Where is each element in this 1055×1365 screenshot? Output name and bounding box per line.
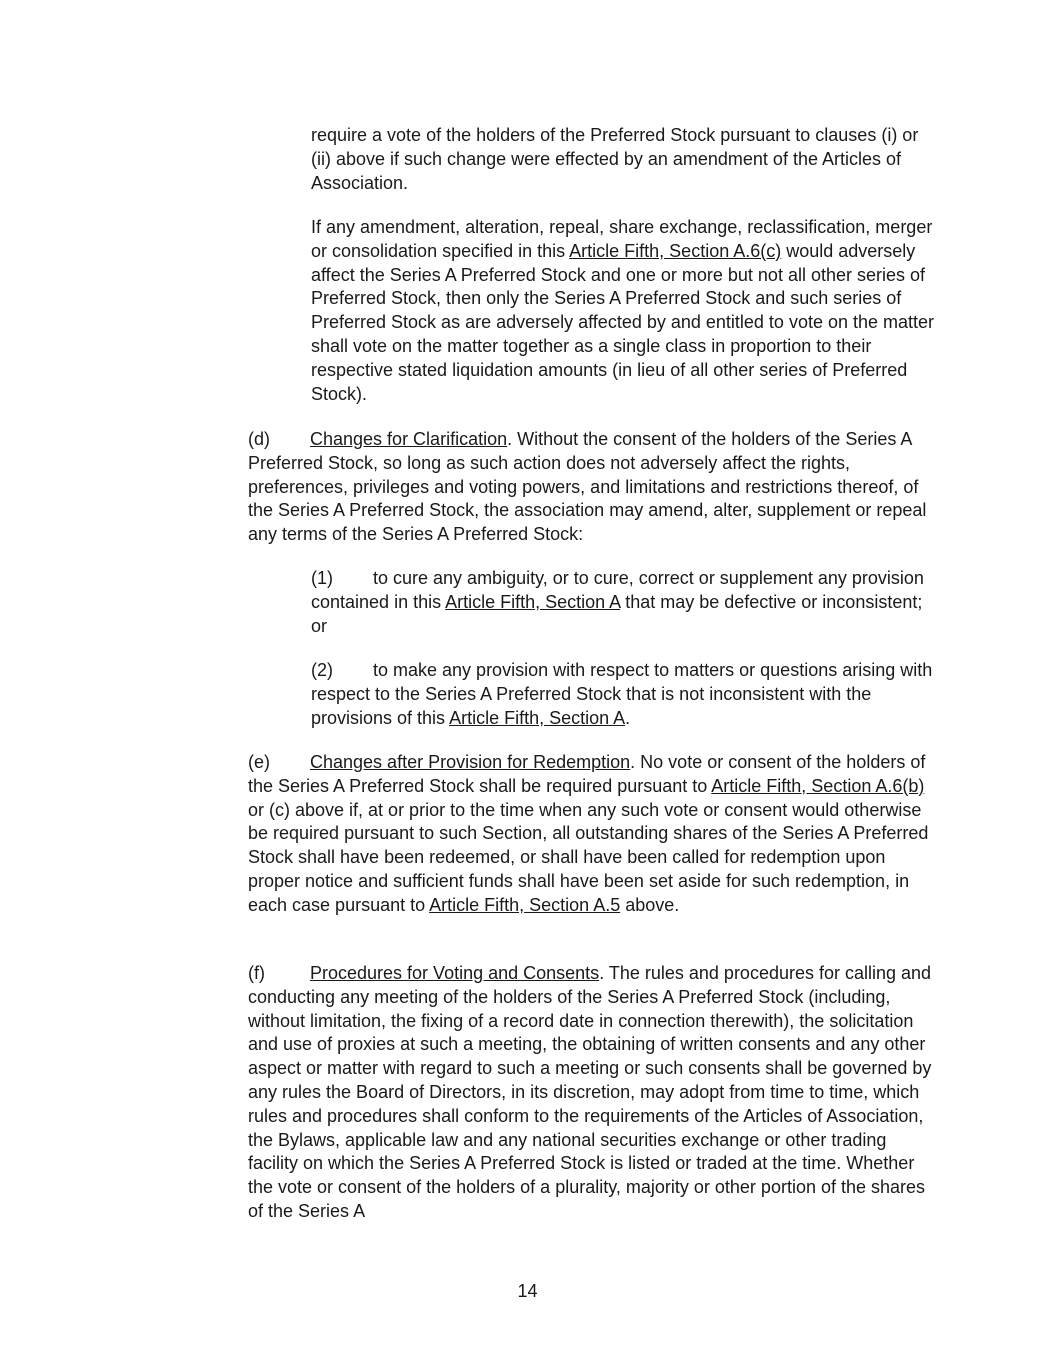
section-d-changes-for-clarification [248,428,936,547]
paragraph-text: that may be defective or inconsistent; or [311,591,923,636]
cross-reference-section-a6b: Article Fifth, Section A.6(b) [711,775,925,796]
section-e-changes-after-redemption [248,751,936,918]
section-heading: Procedures for Voting and Consents [310,963,600,983]
section-label: (e) [248,752,270,772]
section-heading: Changes after Provision for Redemption [310,752,631,772]
clause-d1 [311,567,936,638]
paragraph-text: or (c) above if, at or prior to the time when any such vote or consent would otherwise be required pursuant to such Section, all outstanding shares of the Series A Preferred Stock shall have been redeemed, or shall have been called for redemption upon proper notice and sufficient funds shall have been set aside for such redemption, in each case pursuant to [248,799,929,915]
paragraph-text: . [625,707,631,728]
paragraph-text: would adversely affect the Series A Preferred Stock and one or more but not all other series of Preferred Stock, then only the Series A Preferred Stock and such series of Preferred Stock as are adversely affected by and entitled to vote on the matter shall vote on the matter together as a single class in proportion to their respective stated liquidation amounts (in lieu of all other series of Preferred Stock). [311,240,935,404]
clause-d2 [311,659,936,730]
section-heading: Changes for Clarification [310,429,508,449]
cross-reference-section-a6c: Article Fifth, Section A.6(c) [569,240,782,261]
cross-reference-section-a: Article Fifth, Section A [445,591,621,612]
paragraph-text: . Without the consent of the holders of the Series A Preferred Stock, so long as such action does not adversely affect the rights, preferences, privileges and voting powers, and limitations and restrictions thereof, of the Series A Preferred Stock, the association may amend, alter, supplement or repeal any terms of the Series A Preferred Stock: [248,429,927,545]
clause-label: (2) [311,660,333,680]
paragraph-text: require a vote of the holders of the Preferred Stock pursuant to clauses (i) or (ii) above if such change were effected by an amendment of the Articles of Association. [311,125,919,193]
section-f-procedures-for-voting [248,962,936,1224]
paragraph-text: to make any provision with respect to matters or questions arising with respect to the Series A Preferred Stock that is not inconsistent with the provisions of this [311,660,933,728]
section-label: (f) [248,963,265,983]
paragraph-text: . The rules and procedures for calling and conducting any meeting of the holders of the Series A Preferred Stock (including, without limitation, the fixing of a record date in connection therewith), the solicitation and use of proxies at such a meeting, the obtaining of written consents and any other aspect or matter with regard to such a meeting or such consents shall be governed by any rules the Board of Directors, in its discretion, may adopt from time to time, which rules and procedures shall conform to the requirements of the Articles of Association, the Bylaws, applicable law and any national securities exchange or other trading facility on which the Series A Preferred Stock is listed or traded at the time. Whether the vote or consent of the holders of a plurality, majority or other portion of the shares of the Series A [248,963,932,1221]
paragraph-continuation [311,124,936,195]
cross-reference-section-a: Article Fifth, Section A [449,707,626,728]
clause-label: (1) [311,568,333,588]
cross-reference-section-a5: Article Fifth, Section A.5 [429,894,621,915]
paragraph-text: above. [620,894,680,915]
section-label: (d) [248,429,270,449]
paragraph-series-vote [311,216,936,406]
paragraph-text: to cure any ambiguity, or to cure, correct or supplement any provision contained in this [311,568,924,612]
paragraph-text: If any amendment, alteration, repeal, share exchange, reclassification, merger or consolidation specified in this [311,217,933,261]
page-number: 14 [517,1281,538,1301]
paragraph-text: . No vote or consent of the holders of the Series A Preferred Stock shall be required pursuant to [248,752,926,796]
